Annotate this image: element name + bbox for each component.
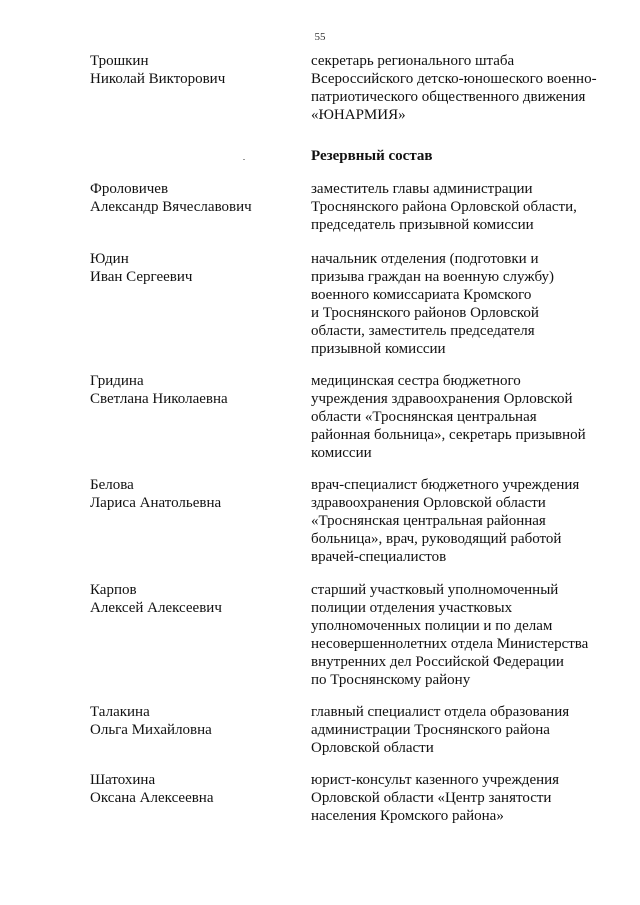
role-line: начальник отделения (подготовки и bbox=[311, 251, 539, 267]
role-line: врач-специалист бюджетного учреждения bbox=[311, 477, 580, 493]
member-surname: Талакина bbox=[90, 704, 150, 720]
role-line: Орловской области bbox=[311, 740, 434, 756]
role-line: и Троснянского районов Орловской bbox=[311, 305, 539, 321]
member-given-names: Оксана Алексеевна bbox=[90, 790, 214, 806]
role-line: по Троснянскому району bbox=[311, 672, 471, 688]
role-line: «ЮНАРМИЯ» bbox=[311, 107, 406, 123]
member-surname: Белова bbox=[90, 477, 134, 493]
role-line: председатель призывной комиссии bbox=[311, 217, 534, 233]
role-line: заместитель главы администрации bbox=[311, 181, 533, 197]
role-line: Орловской области «Центр занятости bbox=[311, 790, 552, 806]
role-line: уполномоченных полиции и по делам bbox=[311, 618, 553, 634]
role-line: населения Кромского района» bbox=[311, 808, 504, 824]
member-role bbox=[311, 581, 611, 689]
member-given-names: Лариса Анатольевна bbox=[90, 495, 222, 511]
scan-speck bbox=[243, 159, 245, 160]
role-line: медицинская сестра бюджетного bbox=[311, 373, 521, 389]
member-surname: Гридина bbox=[90, 373, 144, 389]
member-role bbox=[311, 52, 611, 124]
member-name bbox=[90, 52, 295, 88]
member-surname: Фроловичев bbox=[90, 181, 169, 197]
member-given-names: Ольга Михайловна bbox=[90, 722, 212, 738]
role-line: секретарь регионального штаба bbox=[311, 53, 515, 69]
member-surname: Шатохина bbox=[90, 772, 156, 788]
member-role bbox=[311, 180, 611, 234]
member-role bbox=[311, 703, 611, 757]
member-name bbox=[90, 372, 295, 408]
page-number: 55 bbox=[314, 31, 326, 43]
member-name bbox=[90, 581, 295, 617]
member-given-names: Николай Викторович bbox=[90, 71, 226, 87]
member-given-names: Светлана Николаевна bbox=[90, 391, 228, 407]
member-name bbox=[90, 703, 295, 739]
role-line: области, заместитель председателя bbox=[311, 323, 535, 339]
role-line: «Троснянская центральная районная bbox=[311, 513, 546, 529]
member-role bbox=[311, 476, 611, 566]
member-role bbox=[311, 372, 611, 462]
role-line: призывной комиссии bbox=[311, 341, 446, 357]
member-name bbox=[90, 180, 295, 216]
role-line: старший участковый уполномоченный bbox=[311, 582, 559, 598]
member-given-names: Иван Сергеевич bbox=[90, 269, 193, 285]
role-line: здравоохранения Орловской области bbox=[311, 495, 546, 511]
member-role bbox=[311, 250, 611, 358]
member-role bbox=[311, 771, 611, 825]
section-heading: Резервный состав bbox=[311, 148, 433, 164]
role-line: призыва граждан на военную службу) bbox=[311, 269, 555, 285]
role-line: врачей-специалистов bbox=[311, 549, 447, 565]
role-line: несовершеннолетних отдела Министерства bbox=[311, 636, 589, 652]
member-given-names: Александр Вячеславович bbox=[90, 199, 252, 215]
member-name bbox=[90, 250, 295, 286]
role-line: полиции отделения участковых bbox=[311, 600, 513, 616]
role-line: главный специалист отдела образования bbox=[311, 704, 570, 720]
role-line: администрации Троснянского района bbox=[311, 722, 550, 738]
role-line: учреждения здравоохранения Орловской bbox=[311, 391, 573, 407]
member-name bbox=[90, 771, 295, 807]
role-line: юрист-консульт казенного учреждения bbox=[311, 772, 560, 788]
role-line: области «Троснянская центральная bbox=[311, 409, 537, 425]
role-line: Всероссийского детско-юношеского военно- bbox=[311, 71, 597, 87]
role-line: больница», врач, руководящий работой bbox=[311, 531, 562, 547]
role-line: военного комиссариата Кромского bbox=[311, 287, 532, 303]
member-name bbox=[90, 476, 295, 512]
role-line: комиссии bbox=[311, 445, 372, 461]
member-surname: Трошкин bbox=[90, 53, 149, 69]
member-given-names: Алексей Алексеевич bbox=[90, 600, 222, 616]
role-line: районная больница», секретарь призывной bbox=[311, 427, 586, 443]
role-line: Троснянского района Орловской области, bbox=[311, 199, 577, 215]
role-line: патриотического общественного движения bbox=[311, 89, 586, 105]
role-line: внутренних дел Российской Федерации bbox=[311, 654, 564, 670]
member-surname: Карпов bbox=[90, 582, 137, 598]
member-surname: Юдин bbox=[90, 251, 129, 267]
